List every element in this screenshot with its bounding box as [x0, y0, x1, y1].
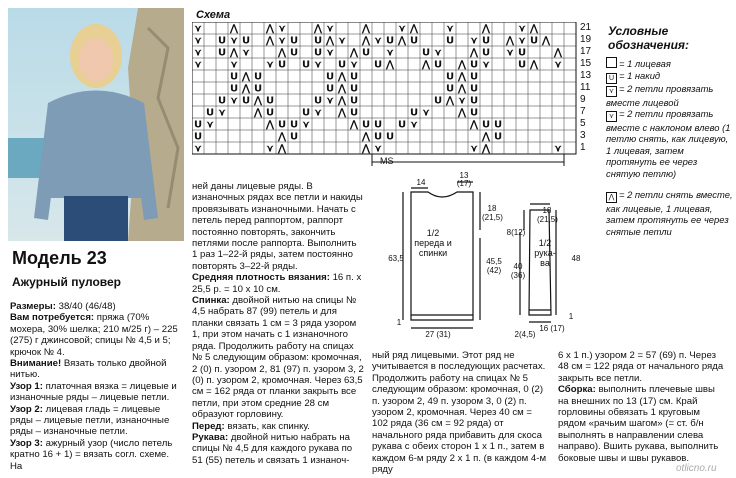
chart-symbol: ⋎ [325, 47, 335, 59]
chart-symbol: U [277, 59, 287, 71]
chart-symbol: U [205, 107, 215, 119]
model-photo [8, 8, 184, 241]
model-title: Модель 23 [12, 248, 107, 268]
chart-symbol: ⋎ [313, 59, 323, 71]
chart-symbol: ⋀ [337, 83, 347, 95]
chart-symbol: U [217, 47, 227, 59]
chart-symbol: U [529, 35, 539, 47]
chart-symbol: U [349, 95, 359, 107]
chart-symbol: ⋀ [349, 47, 359, 59]
chart-symbol: ⋎ [385, 47, 395, 59]
chart-symbol: U [433, 59, 443, 71]
chart-symbol: U [289, 47, 299, 59]
chart-symbol: U [445, 35, 455, 47]
chart-symbol: U [493, 131, 503, 143]
chart-symbol: ⋀ [481, 131, 491, 143]
chart-symbol: ⋀ [385, 59, 395, 71]
legend-item-s2kp: ⋀ = 2 петли снять вместе, как лицевые, 1 лицевая, затем протянуть ее через снятые петли [606, 189, 733, 237]
chart-symbol: ⋎ [553, 59, 563, 71]
text-pattern-3-cont: ней даны лицевые ряды. В изнаночных рядах все петли и накиды провязывать изнаночными. Начать с петель перед раппортом, раппорт постоянно повторять, закончить петлями после раппорта. Выполнить 1 раз 1–22-й ряды, затем постоянно повторять 3–22-й ряды. [192, 181, 363, 272]
chart-symbol: ⋎ [445, 23, 455, 35]
chart-symbol: U [349, 83, 359, 95]
body-dim-side: 45,5 (42) [486, 257, 502, 275]
chart-symbol: ⋎ [481, 59, 491, 71]
chart-row-number: 11 [580, 82, 591, 93]
double-decrease-icon: ⋀ [606, 192, 617, 203]
chart-row-number: 13 [580, 70, 592, 81]
stitch-chart [192, 22, 577, 176]
chart-symbol: U [481, 47, 491, 59]
chart-symbol: ⋀ [457, 59, 467, 71]
column-3-text [372, 350, 548, 475]
chart-symbol: U [481, 119, 491, 131]
chart-symbol: ⋀ [253, 95, 263, 107]
watermark: otlicno.ru [676, 463, 717, 474]
chart-symbol: U [313, 35, 323, 47]
chart-symbol: ⋀ [253, 107, 263, 119]
chart-symbol: ⋀ [361, 131, 371, 143]
chart-symbol: U [229, 71, 239, 83]
chart-symbol: U [361, 119, 371, 131]
chart-symbol: ⋀ [349, 119, 359, 131]
chart-symbol: ⋀ [529, 59, 539, 71]
chart-symbol: U [517, 47, 527, 59]
chart-row-number: 5 [580, 118, 586, 129]
chart-symbol: U [325, 71, 335, 83]
chart-symbol: ⋎ [553, 143, 563, 155]
text-back: Спинка: двойной нитью на спицы № 4,5 набрать 87 (99) петель и для планки связать 1 см = 3 ряда узором 1, при этом начать с 1 изнаночного ряда. Продолжить работу на спицах № 5 следующим образом: кромочная, 2 (0) п. узором 2, 81 (97) п. узором 3, 2 (0) п. узором 2, кромочная. Через 63,5 см = 162 ряда от планки закрыть все петли, при этом средние 28 см образуют горловину. [192, 295, 364, 421]
body-dim-shoulder: 18 (21,5) [482, 204, 503, 222]
chart-symbol: ⋀ [481, 143, 491, 155]
chart-symbol: U [313, 95, 323, 107]
body-dim-shoulder-top: 13 (17) [456, 171, 472, 188]
chart-symbol: ⋎ [457, 95, 467, 107]
chart-symbol: ⋀ [337, 95, 347, 107]
chart-symbol: ⋎ [193, 35, 203, 47]
chart-symbol: ⋀ [277, 47, 287, 59]
sleeve-dim-total: 48 [571, 254, 581, 263]
chart-symbol: ⋎ [337, 35, 347, 47]
chart-symbol: U [289, 35, 299, 47]
chart-symbol: ⋎ [373, 143, 383, 155]
chart-symbol: U [361, 47, 371, 59]
chart-symbol: ⋀ [241, 71, 251, 83]
column-4-text [558, 350, 728, 464]
chart-row-number: 17 [580, 46, 592, 57]
chart-symbol: ⋎ [469, 35, 479, 47]
chart-symbol: ⋀ [337, 107, 347, 119]
legend-item-k2tog: ⋎ = 2 петли провязать вместе лицевой [606, 83, 714, 108]
chart-symbol: ⋀ [241, 83, 251, 95]
body-dim-width: 27 (31) [425, 330, 451, 339]
chart-symbol: ⋀ [277, 143, 287, 155]
chart-symbol: U [469, 59, 479, 71]
chart-symbol: ⋀ [457, 83, 467, 95]
chart-symbol: ⋎ [313, 107, 323, 119]
body-dim-neck: 14 [416, 178, 426, 187]
chart-symbol: ⋀ [265, 23, 275, 35]
chart-symbol: U [265, 107, 275, 119]
chart-symbol: U [373, 119, 383, 131]
text-sleeves-cont: ный ряд лицевыми. Этот ряд не учитывается в последующих расчетах. Продолжить работу на спицах № 5 следующим образом: кромочная, 0 (2) п. узором 2, 49 п. узором 3, 0 (2) п. узором 2, кромочная. Через 40 см = 102 ряда (36 см = 92 ряда) от начального ряда прибавить для скоса рукава с обеих сторон 1 x 1 п., затем в каждом 6-м ряду 2 x 1 п. (в каждом 4-м ряду [372, 350, 547, 476]
yarn-over-icon: U [606, 73, 617, 84]
chart-symbol: ⋎ [277, 35, 287, 47]
chart-symbol: U [409, 107, 419, 119]
chart-symbol: ⋎ [397, 23, 407, 35]
chart-symbol: U [517, 59, 527, 71]
chart-symbol: ⋀ [553, 47, 563, 59]
sleeve-dim-cuff: 16 (17) [539, 324, 565, 333]
chart-symbol: U [481, 35, 491, 47]
text-sleeves: Рукава: двойной нитью набрать на спицы № 4,5 для каждого рукава по 51 (55) петель и связать 1 изнаноч- [192, 431, 353, 466]
chart-symbol: ⋎ [517, 35, 527, 47]
chart-symbol: ⋀ [337, 71, 347, 83]
chart-symbol: ⋎ [265, 143, 275, 155]
chart-symbol: U [193, 131, 203, 143]
text-materials: Вам потребуется: пряжа (70% мохера, 30% шелка; 210 м/25 г) – 225 (275) г джинсовой; спицы № 4,5 и 5; крючок № 4. [10, 312, 178, 358]
chart-symbol: U [217, 95, 227, 107]
chart-symbol: U [337, 59, 347, 71]
chart-symbol: U [469, 83, 479, 95]
text-sizes: Размеры: 38/40 (46/48) [10, 301, 116, 312]
chart-symbol: U [241, 95, 251, 107]
text-assembly: Сборка: выполнить плечевые швы на внешних по 13 (17) см. Край горловины обвязать 1 круговым рядом «рачьим шагом» (= ст. б/н выполнять в направлении слева направо). Вшить рукава, выполнить боковые швы и швы рукавов. [558, 384, 719, 464]
legend-item-yarn-over: U = 1 накид [606, 70, 734, 84]
chart-symbol: U [421, 47, 431, 59]
sleeve-dim-cap: 8(12) [506, 228, 526, 237]
body-dim-height: 63,5 [388, 254, 404, 263]
chart-symbol: ⋎ [217, 107, 227, 119]
legend-item-ssk: ⋎ = 2 петли провязать вместе с наклоном влево (1 петлю снять, как лицевую, 1 лицевая, затем протянуть ее через снятую петлю) [606, 108, 731, 179]
chart-symbol: ⋎ [193, 23, 203, 35]
legend-title: Условные обозначения: [608, 24, 689, 52]
knit-stitch-icon [606, 57, 617, 68]
chart-symbol: U [493, 119, 503, 131]
chart-symbol: ⋀ [265, 35, 275, 47]
chart-symbol: U [349, 107, 359, 119]
chart-symbol: ⋀ [361, 23, 371, 35]
model-subtitle: Ажурный пуловер [12, 275, 122, 289]
sleeve-dim-length: 40 (36) [510, 262, 526, 280]
chart-symbol: ⋀ [313, 23, 323, 35]
chart-symbol: U [253, 71, 263, 83]
chart-symbol: ⋀ [529, 23, 539, 35]
chart-symbol: ⋎ [517, 23, 527, 35]
chart-symbol: ⋎ [229, 35, 239, 47]
chart-symbol: ⋎ [409, 119, 419, 131]
text-front: Перед: вязать, как спинку. [192, 420, 310, 432]
chart-symbol: ⋀ [277, 131, 287, 143]
ssk-icon: ⋎ [606, 111, 617, 122]
chart-symbol: ⋀ [265, 119, 275, 131]
chart-row-number: 7 [580, 106, 586, 117]
chart-symbol: U [277, 119, 287, 131]
chart-symbol: ⋀ [457, 71, 467, 83]
chart-symbol: U [385, 35, 395, 47]
chart-symbol: ⋎ [229, 95, 239, 107]
chart-row-number: 3 [580, 130, 586, 141]
chart-symbol: U [349, 71, 359, 83]
text-sleeves-end: 6 x 1 п.) узором 2 = 57 (69) п. Через 48 см = 122 ряда от начального ряда закрыть все петли. [558, 350, 724, 384]
chart-row-number: 15 [580, 58, 592, 69]
sleeve-dim-top: 18 (21,5) [537, 206, 558, 224]
chart-symbol: U [229, 83, 239, 95]
chart-symbol: U [289, 119, 299, 131]
chart-symbol: U [469, 95, 479, 107]
chart-symbol: U [253, 83, 263, 95]
sleeve-dim-increase: 2(4,5) [514, 330, 536, 339]
chart-row-number: 21 [580, 22, 592, 33]
chart-row-number: 1 [580, 142, 586, 153]
chart-symbol: ⋎ [433, 47, 443, 59]
chart-symbol: ⋀ [457, 107, 467, 119]
text-pattern-2: Узор 2: лицевая гладь = лицевые ряды – лицевые петли, изнаночные ряды – изнаночные петли. [10, 403, 170, 438]
middle-text-column [192, 181, 364, 466]
ms-label: MS [380, 156, 394, 166]
chart-symbol: U [265, 95, 275, 107]
chart-symbol: ⋎ [241, 47, 251, 59]
chart-symbol: U [301, 107, 311, 119]
sleeve-label: 1/2 рука-ва [534, 238, 556, 268]
chart-symbol: ⋀ [325, 35, 335, 47]
chart-title: Схема [196, 9, 231, 21]
chart-symbol: U [289, 131, 299, 143]
chart-row-number: 19 [580, 34, 592, 45]
chart-symbol: U [433, 95, 443, 107]
chart-symbol: ⋀ [469, 119, 479, 131]
chart-symbol: U [193, 119, 203, 131]
text-pattern-3: Узор 3: ажурный узор (число петель кратно 16 + 1) = вязать согл. схеме. На [10, 437, 173, 472]
chart-symbol: U [301, 59, 311, 71]
chart-symbol: U [397, 119, 407, 131]
chart-symbol: U [445, 71, 455, 83]
chart-symbol: U [469, 71, 479, 83]
chart-symbol: U [313, 47, 323, 59]
legend-item-knit: = 1 лицевая [606, 57, 734, 69]
chart-symbol: U [373, 59, 383, 71]
chart-symbol: U [217, 35, 227, 47]
chart-symbol: ⋀ [229, 47, 239, 59]
chart-symbol: ⋎ [469, 143, 479, 155]
chart-symbol: ⋎ [229, 59, 239, 71]
chart-symbol: ⋀ [409, 23, 419, 35]
k2tog-icon: ⋎ [606, 86, 617, 97]
text-attention: Внимание! Вязать только двойной нитью. [10, 358, 167, 381]
chart-symbol: ⋀ [469, 47, 479, 59]
chart-symbol: ⋀ [445, 95, 455, 107]
text-density: Средняя плотность вязания: 16 п. x 25,5 р. = 10 x 10 см. [192, 272, 362, 295]
chart-symbol: ⋎ [505, 47, 515, 59]
chart-symbol: U [241, 35, 251, 47]
chart-symbol: U [445, 83, 455, 95]
chart-symbol: U [373, 131, 383, 143]
chart-symbol: ⋎ [373, 35, 383, 47]
chart-symbol: U [469, 107, 479, 119]
chart-symbol: ⋎ [301, 119, 311, 131]
chart-symbol: ⋀ [361, 35, 371, 47]
chart-symbol: ⋎ [193, 59, 203, 71]
chart-symbol: ⋀ [481, 23, 491, 35]
left-text-column [10, 301, 182, 472]
chart-symbol: U [325, 83, 335, 95]
chart-symbol: ⋎ [277, 23, 287, 35]
chart-symbol: ⋎ [349, 59, 359, 71]
body-label: 1/2 переда и спинки [414, 228, 452, 258]
text-pattern-1: Узор 1: платочная вязка = лицевые и изнаночные ряды – лицевые петли. [10, 380, 177, 404]
body-dim-plank: 1 [396, 318, 402, 327]
chart-symbol: ⋀ [229, 23, 239, 35]
chart-symbol: ⋀ [397, 35, 407, 47]
chart-symbol: ⋎ [193, 143, 203, 155]
sleeve-dim-plank: 1 [568, 312, 574, 321]
chart-symbol: ⋎ [205, 119, 215, 131]
chart-symbol: U [385, 131, 395, 143]
chart-symbol: ⋎ [325, 23, 335, 35]
chart-row-number: 9 [580, 94, 586, 105]
chart-symbol: ⋀ [541, 35, 551, 47]
chart-symbol: U [409, 35, 419, 47]
chart-symbol: ⋀ [505, 35, 515, 47]
chart-symbol: ⋀ [361, 143, 371, 155]
chart-symbol: ⋀ [421, 59, 431, 71]
chart-symbol: ⋎ [325, 95, 335, 107]
chart-symbol: ⋎ [265, 59, 275, 71]
chart-symbol: ⋎ [421, 107, 431, 119]
chart-symbol: ⋎ [193, 47, 203, 59]
